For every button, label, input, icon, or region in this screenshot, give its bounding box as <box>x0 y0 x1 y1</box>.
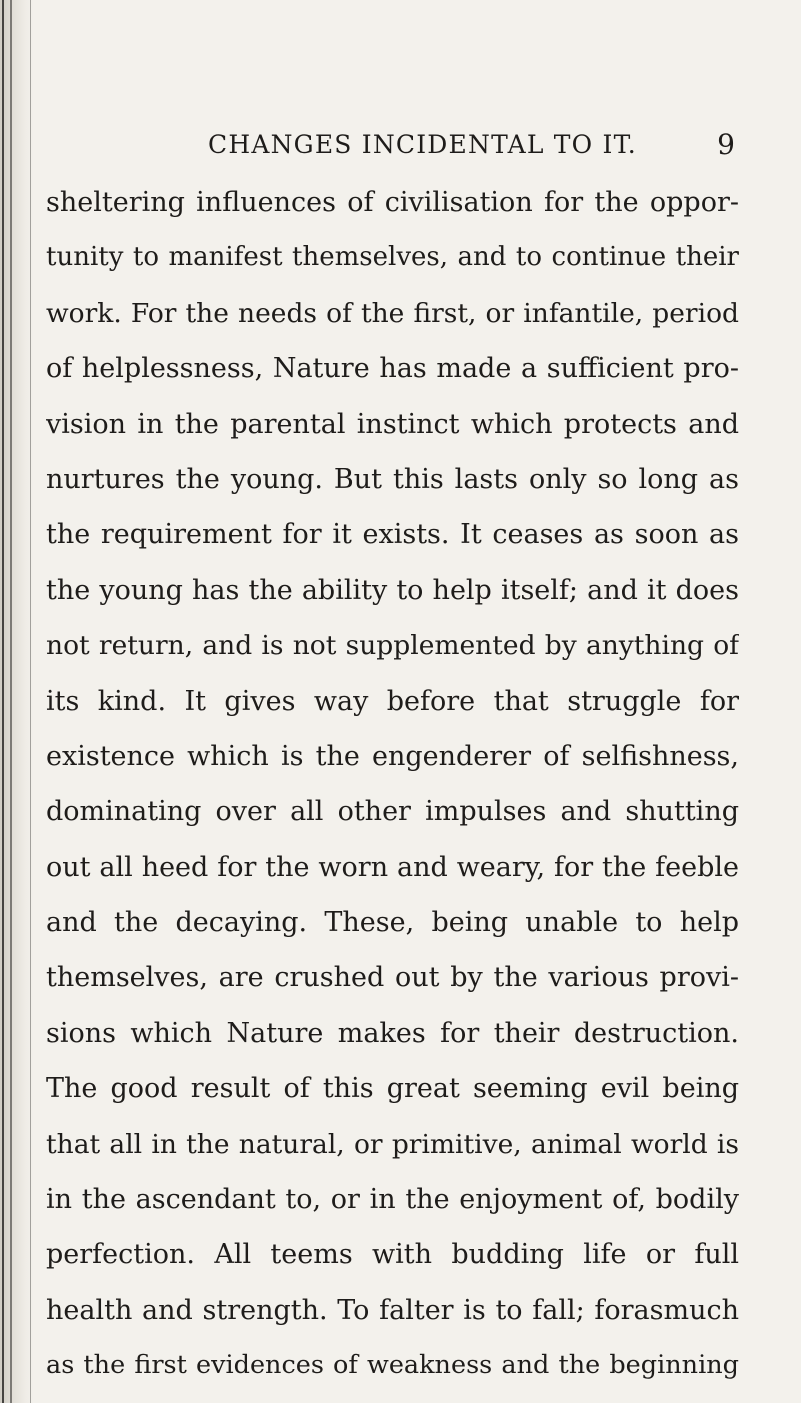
text-line: nurtures the young. But this lasts only so long as <box>46 463 739 495</box>
body-text <box>46 175 739 1394</box>
text-line: sions which Nature makes for their destruction. <box>46 1017 739 1049</box>
gutter-edge-line <box>30 0 31 1403</box>
gutter-edge-line <box>2 0 4 1403</box>
book-gutter <box>0 0 34 1403</box>
text-line: tunity to manifest themselves, and to continue their <box>46 242 739 273</box>
text-line: not return, and is not supplemented by anything of <box>46 630 739 662</box>
text-line: health and strength. To falter is to fall; forasmuch <box>46 1294 739 1326</box>
text-line: dominating over all other impulses and shutting <box>46 796 739 828</box>
page-number: 9 <box>717 128 735 161</box>
running-head <box>208 130 735 170</box>
text-line: the requirement for it exists. It ceases as soon as <box>46 519 739 551</box>
running-title: CHANGES INCIDENTAL TO IT. <box>208 130 637 159</box>
text-line: themselves, are crushed out by the various provi- <box>46 962 739 994</box>
text-line: The good result of this great seeming evil being <box>46 1073 739 1105</box>
text-line: sheltering influences of civilisation for the oppor- <box>46 187 739 218</box>
text-line: of helplessness, Nature has made a sufficient pro- <box>46 353 739 385</box>
text-line: as the first evidences of weakness and the beginning <box>46 1350 739 1381</box>
text-line: work. For the needs of the first, or infantile, period <box>46 297 739 329</box>
text-line: existence which is the engenderer of selfishness, <box>46 740 739 772</box>
text-line: perfection. All teems with budding life or full <box>46 1239 739 1271</box>
text-line: in the ascendant to, or in the enjoyment of, bodily <box>46 1184 739 1216</box>
text-line: that all in the natural, or primitive, animal world is <box>46 1128 739 1160</box>
text-line: vision in the parental instinct which protects and <box>46 408 739 440</box>
text-line: out all heed for the worn and weary, for the feeble <box>46 851 739 883</box>
text-line: and the decaying. These, being unable to help <box>46 907 739 939</box>
gutter-edge-line <box>10 0 12 1403</box>
text-line: its kind. It gives way before that struggle for <box>46 685 739 717</box>
text-line: the young has the ability to help itself; and it does <box>46 574 739 606</box>
